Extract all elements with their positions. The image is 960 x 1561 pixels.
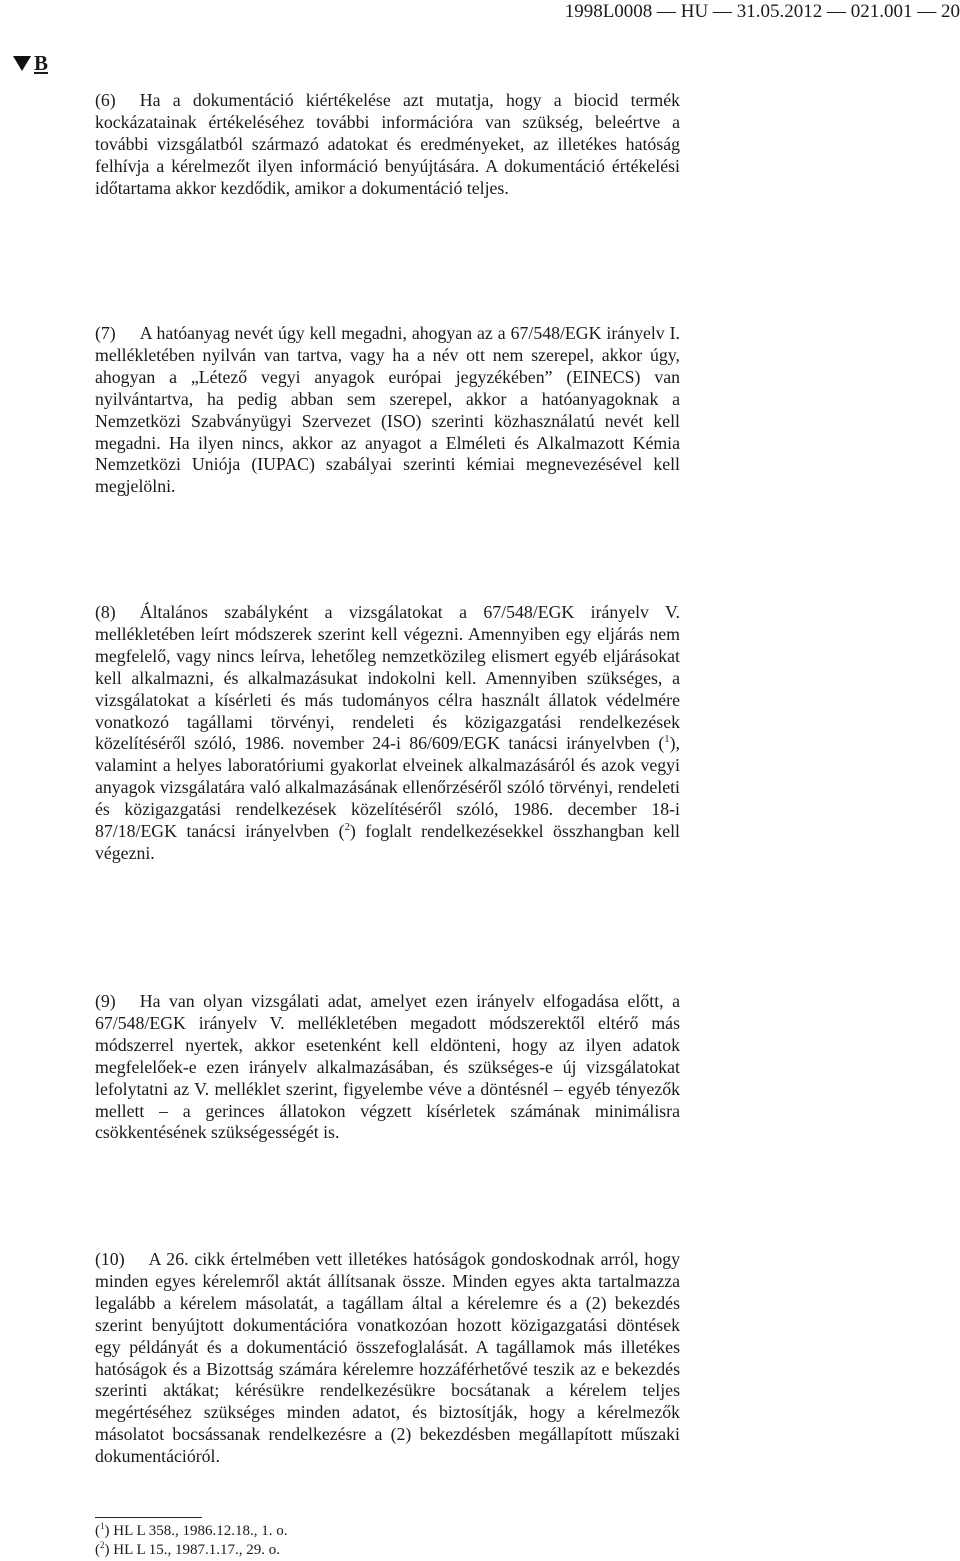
page-header: 1998L0008 — HU — 31.05.2012 — 021.001 — 20 (564, 1, 960, 22)
paragraph-number: (10) (95, 1249, 125, 1269)
footnote-1: ($^1$) HL L 358., 1986.12.18., 1. o. (95, 1521, 288, 1539)
paragraph-text: ), valamint a helyes laboratóriumi gyakorlat elveinek alkalmazásáról és azok vegyi anyagok vizsgálatára való alkalmazásának ellenőrzéséről szóló törvényi, rendeleti és közigazgatási rendelkezések közelítéséről szóló, 1986. december 18-i 87/18/EGK tanácsi irányelvben ( (95, 733, 680, 842)
footnote-ref[interactable]: 1 (664, 733, 670, 746)
paragraph-number: (8) (95, 602, 116, 622)
footnote-mark: 1 (100, 1521, 105, 1531)
paragraph-text: A hatóanyag nevét úgy kell megadni, ahogyan az a 67/548/EGK irányelv I. mellékletében nyilván van tartva, vagy ha a név ott nem szerepel, akkor úgy, ahogyan a „Létező vegyi anyagok európai jegyzékében” (EINECS) van nyilvántartva, ha pedig abban sem szerepel, akkor a hatóanyagoknak a Nemzetközi Szabványügyi Szervezet (ISO) szerinti közhasználatú nevét kell megadni. Ha ilyen nincs, akkor az anyagot a Elméleti és Alkalmazott Kémia Nemzetközi Uniója (IUPAC) szabályai szerinti kémiai megnevezésével kell megjelölni. (95, 323, 680, 497)
paragraph-number: (9) (95, 991, 116, 1011)
paragraph-8 (95, 602, 680, 865)
footnote-text: HL L 358., 1986.12.18., 1. o. (113, 1523, 288, 1539)
paragraph-number: (7) (95, 323, 116, 343)
footnote-mark: 2 (100, 1540, 105, 1550)
footnote-text: HL L 15., 1987.1.17., 29. o. (113, 1542, 281, 1558)
paragraph-7 (95, 323, 680, 498)
paragraph-number: (6) (95, 90, 116, 110)
paragraph-text: ) foglalt rendelkezésekkel összhangban kell végezni. (95, 821, 681, 863)
paragraph-text: Általános szabályként a vizsgálatokat a 67/548/EGK irányelv V. mellékletében leírt módszerek szerint kell végezni. Amennyiben egy eljárás nem megfelelő, vagy nincs leírva, lehetőleg nemzetközileg elismert egyéb eljárásokat kell alkalmazni, és alkalmazásukat indokolni kell. Amennyiben szükséges, a vizsgálatokat a kísérleti és más tudományos célra használt állatok védelmére vonatkozó tagállami törvényi, rendeleti és közigazgatási rendelkezések közelítéséről szóló, 1986. november 24-i 86/609/EGK tanácsi irányelvben ( (95, 602, 680, 754)
paragraph-6 (95, 90, 680, 200)
footnote-ref[interactable]: 2 (344, 821, 350, 834)
paragraph-10 (95, 1249, 680, 1468)
paragraph-text: Ha a dokumentáció kiértékelése azt mutatja, hogy a biocid termék kockázatainak értékeléséhez további információra van szükség, beleértve a további vizsgálatból származó adatokat és eredményeket, az illetékes hatóság felhívja a kérelmezőt ilyen információ benyújtására. A dokumentáció értékelési időtartama akkor kezdődik, amikor a dokumentáció teljes. (95, 90, 680, 198)
triangle-down-icon (13, 56, 31, 71)
amendment-marker-letter: B (34, 51, 49, 75)
paragraph-text: A 26. cikk értelmében vett illetékes hatóságok gondoskodnak arról, hogy minden egyes kérelemről aktát állítsanak össze. Minden egyes akta tartalmazza legalább a kérelem másolatát, a tagállam által a kérelemre és a (2) bekezdés szerint benyújtott dokumentációra vonatkozóan hozott közigazgatási döntések egy példányát és a dokumentáció összefoglalását. A tagállamok más illetékes hatóságok és a Bizottság számára kérelemre hozzáférhetővé teszik az e bekezdés szerinti aktákat; kérésükre rendelkezésükre bocsátanak a kérelem teljes megértéséhez szükséges minden adatot, és biztosítják, hogy a kérelmezők másolatot bocsássanak rendelkezésre a (2) bekezdésben megállapított műszaki dokumentációról. (95, 1249, 680, 1467)
footnote-2: ($^2$) HL L 15., 1987.1.17., 29. o. (95, 1540, 281, 1558)
footnote-divider (95, 1517, 202, 1518)
paragraph-9 (95, 991, 680, 1144)
amendment-marker (13, 51, 48, 75)
paragraph-text: Ha van olyan vizsgálati adat, amelyet ezen irányelv elfogadása előtt, a 67/548/EGK irányelv V. mellékletében megadott módszerektől eltérő más módszerrel nyertek, akkor esetenként kell eldönteni, hogy az ilyen adatok megfelelőek-e ezen irányelv alkalmazásában, és szükséges-e új vizsgálatokat lefolytatni az V. melléklet szerint, figyelembe véve a döntésnél – egyéb tényezők mellett – a gerinces állatokon végzett kísérletek számának minimálisra csökkentésének szükségességét is. (95, 991, 680, 1143)
